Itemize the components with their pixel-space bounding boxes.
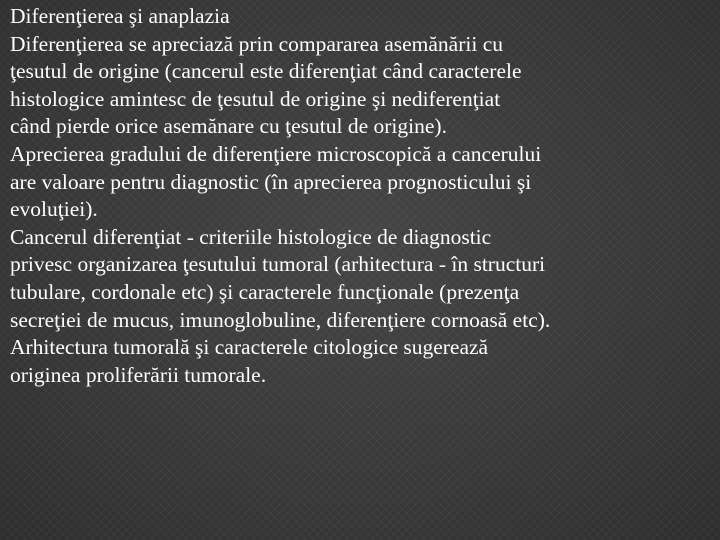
text-line: ţesutul de origine (cancerul este diferenţiat când caracterele <box>10 59 522 84</box>
text-line: are valoare pentru diagnostic (în aprecierea prognosticului şi <box>10 169 532 194</box>
text-line: când pierde orice asemănare cu ţesutul de origine). <box>10 114 447 139</box>
text-line: originea proliferării tumorale. <box>10 362 267 387</box>
text-line: secreţiei de mucus, imunoglobuline, diferenţiere cornoasă etc). <box>10 307 551 332</box>
text-line: Cancerul diferenţiat - criteriile histologice de diagnostic <box>10 224 492 249</box>
text-line: Arhitectura tumorală şi caracterele citologice sugerează <box>10 335 489 360</box>
slide-title: Diferenţierea şi anaplazia <box>10 4 230 28</box>
text-line: histologice amintesc de ţesutul de origine şi nediferenţiat <box>10 86 501 111</box>
text-line: Aprecierea gradului de diferenţiere microscopică a cancerului <box>10 141 542 166</box>
text-line: privesc organizarea ţesutului tumoral (arhitectura - în structuri <box>10 252 546 277</box>
text-line: Diferenţierea se apreciază prin compararea asemănării cu <box>10 31 503 56</box>
slide-text-body <box>10 3 718 389</box>
text-line: evoluţiei). <box>10 197 98 222</box>
text-line: tubulare, cordonale etc) şi caracterele funcţionale (prezenţa <box>10 279 520 304</box>
